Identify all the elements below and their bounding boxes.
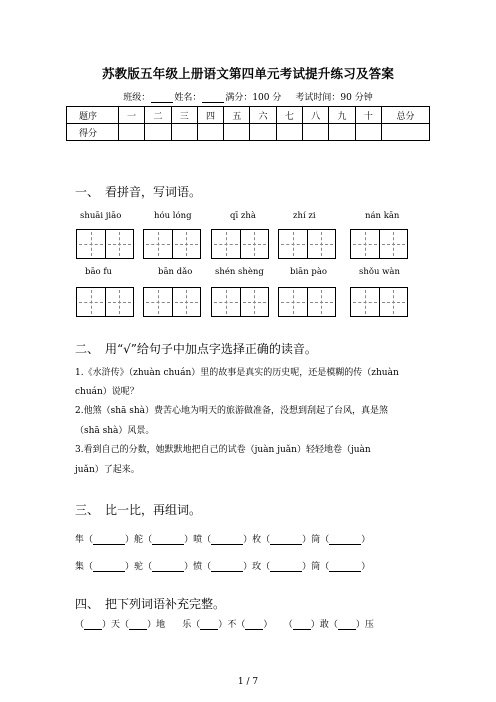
- pinyin-label: zhí zi: [293, 211, 316, 221]
- score-input-cell[interactable]: [224, 124, 250, 141]
- answer-blank[interactable]: [270, 535, 302, 545]
- writing-box[interactable]: [350, 287, 408, 317]
- answer-blank[interactable]: [338, 620, 356, 630]
- score-input-cell[interactable]: [197, 124, 223, 141]
- score-table: [66, 106, 430, 141]
- question-line: chuán）说呢？: [75, 387, 139, 397]
- answer-blank[interactable]: [329, 562, 361, 572]
- compare-row-1: 隼（ ）舵（ ）喷（ ）枚（ ）筒（ ）: [75, 535, 371, 545]
- pinyin-label: bāo fu: [85, 267, 112, 277]
- pinyin-label: hóu lóng: [154, 211, 192, 221]
- score-cell: 一: [119, 107, 145, 124]
- pinyin-label: qī zhà: [230, 211, 256, 221]
- score-input-cell[interactable]: [119, 124, 145, 141]
- answer-blank[interactable]: [329, 535, 361, 545]
- answer-blank[interactable]: [200, 620, 218, 630]
- class-blank: [151, 94, 173, 103]
- pinyin-row-2: [66, 267, 426, 279]
- writing-box[interactable]: [76, 287, 134, 317]
- score-cell: 题序: [67, 107, 119, 124]
- score-cell: 三: [171, 107, 197, 124]
- pinyin-row-1: [66, 211, 426, 223]
- section-2-heading: 二、 用“√”给句子中加点字选择正确的读音。: [75, 342, 317, 356]
- writing-box-row-2: [66, 287, 426, 317]
- pinyin-label: nán kān: [365, 211, 400, 221]
- score-row-label: 得分: [67, 124, 119, 141]
- score-input-cell[interactable]: [329, 124, 355, 141]
- full-score: 满分：100 分: [225, 93, 282, 103]
- page-number: 1 / 7: [237, 677, 259, 687]
- pinyin-label: biān pào: [290, 267, 328, 277]
- score-cell: 九: [329, 107, 355, 124]
- score-table-header-row: [67, 107, 430, 124]
- answer-blank[interactable]: [245, 620, 263, 630]
- score-table-score-row: [67, 124, 430, 141]
- score-input-cell[interactable]: [355, 124, 381, 141]
- writing-box-row-1: [66, 229, 426, 259]
- answer-blank[interactable]: [84, 620, 102, 630]
- class-label: 班级：: [123, 93, 151, 103]
- page-title: 苏教版五年级上册语文第四单元考试提升练习及答案: [101, 66, 395, 81]
- answer-blank[interactable]: [152, 562, 184, 572]
- name-label: 姓名：: [174, 93, 202, 103]
- writing-box[interactable]: [211, 229, 269, 259]
- score-cell: 五: [224, 107, 250, 124]
- score-input-cell[interactable]: [276, 124, 302, 141]
- pinyin-label: shǒu wàn: [359, 267, 400, 277]
- question-line: juǎn）了起来。: [75, 465, 140, 475]
- score-input-cell[interactable]: [382, 124, 430, 141]
- score-input-cell[interactable]: [250, 124, 276, 141]
- writing-box[interactable]: [278, 229, 336, 259]
- score-cell: 八: [303, 107, 329, 124]
- score-input-cell[interactable]: [303, 124, 329, 141]
- answer-blank[interactable]: [93, 562, 125, 572]
- answer-blank[interactable]: [293, 620, 311, 630]
- compare-row-2: 集（ ）驼（ ）愤（ ）玫（ ）筒（ ）: [75, 562, 371, 572]
- answer-blank[interactable]: [270, 562, 302, 572]
- answer-blank[interactable]: [211, 562, 243, 572]
- answer-blank[interactable]: [129, 620, 147, 630]
- score-cell: 六: [250, 107, 276, 124]
- question-line: （shā shà）风景。: [75, 426, 155, 436]
- score-cell: 二: [145, 107, 171, 124]
- question-line: 3.看到自己的分数，她默默地把自己的试卷（juàn juǎn）轻轻地卷（juàn: [75, 445, 371, 455]
- section-4-heading: 四、 把下列词语补充完整。: [75, 597, 226, 611]
- writing-box[interactable]: [278, 287, 336, 317]
- score-cell: 四: [197, 107, 223, 124]
- pinyin-label: shén shèng: [215, 267, 264, 277]
- score-input-cell[interactable]: [171, 124, 197, 141]
- writing-box[interactable]: [211, 287, 269, 317]
- name-blank: [202, 94, 224, 103]
- score-cell: 总分: [382, 107, 430, 124]
- answer-blank[interactable]: [152, 535, 184, 545]
- answer-blank[interactable]: [93, 535, 125, 545]
- writing-box[interactable]: [143, 287, 201, 317]
- question-line: 1.《水浒传》（zhuàn chuán）里的故事是真实的历史呢，还是模糊的传（zhuàn: [75, 368, 399, 378]
- idiom-row: （ ）天（ ）地 乐（ ）不（ ） （ ）敢（ ）压: [75, 620, 374, 630]
- score-cell: 七: [276, 107, 302, 124]
- question-line: 2.他煞（shā shà）费苦心地为明天的旅游做准备，没想到刮起了台风，真是煞: [75, 406, 389, 416]
- writing-box[interactable]: [143, 229, 201, 259]
- score-cell: 十: [355, 107, 381, 124]
- exam-time: 考试时间：90 分钟: [295, 93, 373, 103]
- exam-info: [0, 90, 496, 103]
- section-1-heading: 一、 看拼音，写词语。: [75, 185, 202, 199]
- writing-box[interactable]: [350, 229, 408, 259]
- writing-box[interactable]: [76, 229, 134, 259]
- score-input-cell[interactable]: [145, 124, 171, 141]
- pinyin-label: shuāi jiāo: [80, 211, 122, 221]
- section-3-heading: 三、 比一比，再组词。: [75, 503, 202, 517]
- pinyin-label: bān dǎo: [158, 267, 193, 277]
- answer-blank[interactable]: [211, 535, 243, 545]
